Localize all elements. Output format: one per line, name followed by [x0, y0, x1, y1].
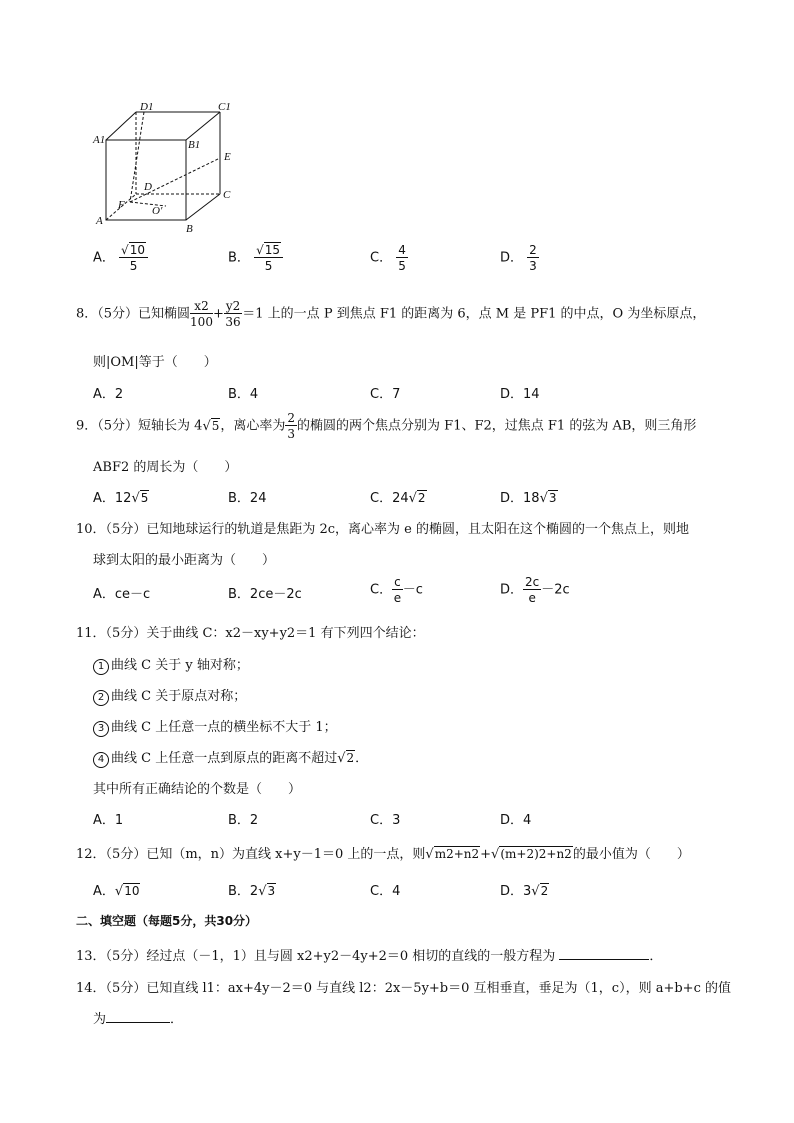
q9-option-c[interactable]: C．24√2: [370, 491, 426, 506]
q8-option-b[interactable]: B．4: [228, 387, 259, 402]
q10-option-c[interactable]: C． $\frac{c}{e}$ －c: [370, 575, 423, 605]
q11-item-2: 2 曲线 C 关于原点对称；: [93, 685, 246, 706]
q10-stem-line2: 球到太阳的最小距离为（ ）: [93, 553, 276, 568]
q11-item-3: 3 曲线 C 上任意一点的横坐标不大于 1；: [93, 716, 337, 737]
q9-option-d[interactable]: D．18√3: [500, 491, 557, 506]
q12-option-c[interactable]: C．4: [370, 884, 401, 899]
q14-answer-blank[interactable]: [106, 1022, 170, 1023]
label-c: C: [223, 189, 231, 201]
label-a1: A1: [93, 134, 106, 146]
label-o: O′: [152, 205, 163, 217]
q11-option-b[interactable]: B．2: [228, 813, 259, 828]
q10-option-a[interactable]: A．ce－c: [93, 587, 151, 602]
q11-option-d[interactable]: D．4: [500, 813, 532, 828]
q14-stem: 14．（5分）已知直线 l1：ax+4y－2＝0 与直线 l2：2x－5y+b＝0 互相垂直，垂足为（1，c），则 a+b+c 的值: [76, 981, 731, 996]
q7-option-a[interactable]: A． $\frac{√10}{5}$: [93, 244, 148, 272]
q8-option-a[interactable]: A．2: [93, 387, 124, 402]
q9-option-b[interactable]: B．24: [228, 491, 267, 506]
q11-item-4: 4 曲线 C 上任意一点到原点的距离不超过√2．: [93, 747, 368, 768]
q12-option-a[interactable]: A．√10: [93, 884, 140, 899]
q9-stem-line2: ABF2 的周长为（ ）: [93, 460, 238, 475]
q10-stem: 10．（5分）已知地球运行的轨道是焦距为 2c，离心率为 e 的椭圆，且太阳在这个椭圆的一个焦点上，则地: [76, 522, 689, 537]
q8-stem-line2: 则|OM|等于（ ）: [93, 355, 217, 370]
q11-item-1: 1 曲线 C 关于 y 轴对称；: [93, 654, 249, 675]
q13-stem: 13．（5分）经过点（－1，1）且与圆 x2+y2－4y+2＝0 相切的直线的一般方程为 ．: [76, 949, 663, 964]
label-e: E: [224, 151, 231, 163]
q7-option-b[interactable]: B． $\frac{√15}{5}$: [228, 244, 283, 272]
q11-question: 其中所有正确结论的个数是（ ）: [93, 782, 302, 797]
q10-option-b[interactable]: B．2ce－2c: [228, 587, 302, 602]
label-d: D: [144, 181, 152, 193]
cube-figure: [92, 98, 252, 238]
q11-option-a[interactable]: A．1: [93, 813, 124, 828]
q8-stem: 8．（5分）已知椭圆 $\frac{x2}{100}$ + $\frac{y2}{36}$ ＝1 上的一点 P 到焦点 F1 的距离为 6，点 M 是 PF1 的中点，O 为坐标原点，: [76, 299, 706, 329]
q7-option-d[interactable]: D． $\frac{2}{3}$: [500, 243, 537, 273]
q11-option-c[interactable]: C．3: [370, 813, 401, 828]
q8-option-c[interactable]: C．7: [370, 387, 401, 402]
label-b1: B1: [188, 139, 201, 151]
q12-option-b[interactable]: B．2√3: [228, 884, 276, 899]
label-f: F: [118, 199, 125, 211]
q10-option-d[interactable]: D． $\frac{2c}{e}$ －2c: [500, 575, 570, 605]
label-d1: D1: [140, 101, 154, 113]
section-fill-in-blank: 二、填空题（每题5分，共30分）: [76, 914, 258, 928]
q12-stem: 12．（5分）已知（m，n）为直线 x+y－1＝0 上的一点，则√m2+n2+√(m+2)2+n2的最小值为（ ）: [76, 847, 690, 862]
label-b: B: [186, 223, 193, 235]
label-a: A: [96, 215, 103, 227]
q14-stem-line2: 为 ．: [93, 1012, 184, 1027]
q11-stem: 11．（5分）关于曲线 C：x2－xy+y2＝1 有下列四个结论：: [76, 626, 425, 641]
label-c1: C1: [218, 101, 231, 113]
q8-option-d[interactable]: D．14: [500, 387, 540, 402]
q9-stem: 9．（5分）短轴长为 4√5，离心率为 $\frac{2}{3}$ 的椭圆的两个焦点分别为 F1、F2，过焦点 F1 的弦为 AB，则三角形: [76, 411, 697, 441]
q12-option-d[interactable]: D．3√2: [500, 884, 549, 899]
q13-answer-blank[interactable]: [559, 959, 649, 960]
q9-option-a[interactable]: A．12√5: [93, 491, 149, 506]
q7-option-c[interactable]: C． $\frac{4}{5}$: [370, 243, 406, 273]
